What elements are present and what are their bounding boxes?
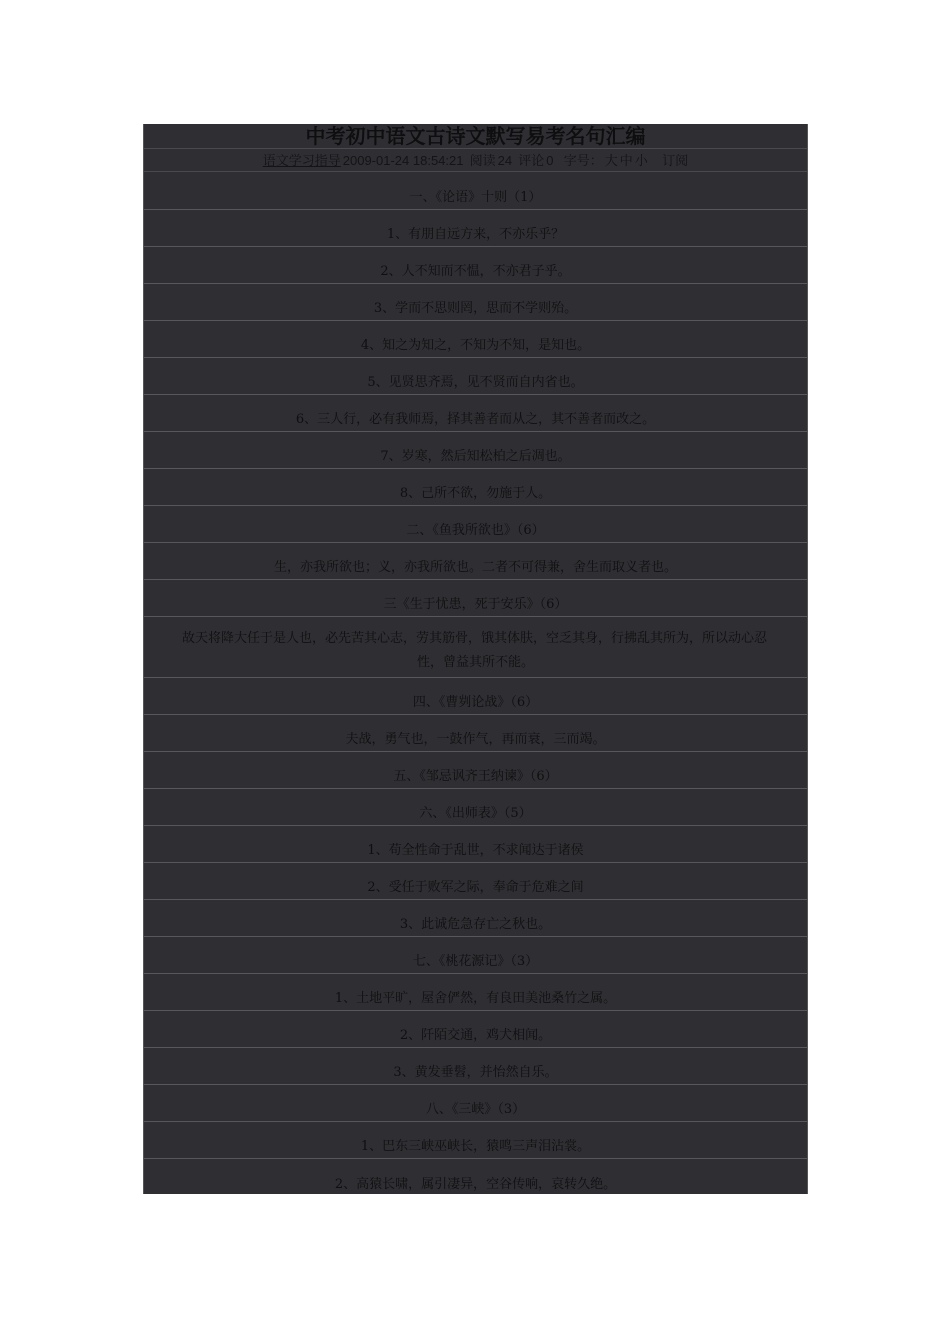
post-datetime: 2009-01-24 18:54:21	[342, 153, 464, 168]
text-line: 1、有朋自远方来，不亦乐乎？	[144, 210, 807, 247]
section-heading: 七、《桃花源记》（3）	[144, 937, 807, 974]
text-line: 生，亦我所欲也；义，亦我所欲也。二者不可得兼，舍生而取义者也。	[144, 543, 807, 580]
section-heading: 八、《三峡》（3）	[144, 1085, 807, 1122]
text-line: 8、己所不欲，勿施于人。	[144, 469, 807, 506]
text-line: 夫战，勇气也，一鼓作气，再而衰，三而竭。	[144, 715, 807, 752]
text-line: 1、巴东三峡巫峡长，猿鸣三声泪沾裳。	[144, 1122, 807, 1159]
section-heading: 四、《曹刿论战》（6）	[144, 678, 807, 715]
subscribe-link[interactable]: 订阅	[662, 154, 689, 169]
text-line: 1、土地平旷，屋舍俨然，有良田美池桑竹之属。	[144, 974, 807, 1011]
section-heading: 五、《邹忌讽齐王纳谏》（6）	[144, 752, 807, 789]
reads-count: 24	[497, 153, 513, 168]
article-panel	[143, 124, 808, 1194]
comments-link[interactable]: 评论	[518, 154, 545, 169]
section-heading: 六、《出师表》（5）	[144, 789, 807, 826]
text-line: 3、学而不思则罔，思而不学则殆。	[144, 284, 807, 321]
font-size-medium[interactable]: 中	[619, 154, 633, 169]
text-line: 3、黄发垂髫，并怡然自乐。	[144, 1048, 807, 1085]
text-line: 一、《论语》十则（1）	[144, 173, 807, 210]
paragraph-line-2: 性，曾益其所不能。	[416, 655, 534, 670]
text-line: 2、人不知而不愠，不亦君子乎。	[144, 247, 807, 284]
font-size-small[interactable]: 小	[634, 154, 648, 169]
text-line: 2、阡陌交通，鸡犬相闻。	[144, 1011, 807, 1048]
text-line: 2、高猿长啸，属引凄异，空谷传响，哀转久绝。	[334, 1177, 617, 1192]
paragraph-line-1: 故天将降大任于是人也，必先苦其心志，劳其筋骨，饿其体肤，空乏其身，行拂乱其所为，所以动心忍	[182, 631, 768, 646]
text-line: 6、三人行，必有我师焉，择其善者而从之，其不善者而改之。	[144, 395, 807, 432]
text-line: 7、岁寒，然后知松柏之后凋也。	[144, 432, 807, 469]
article-meta	[144, 148, 807, 172]
text-line: 1、苟全性命于乱世，不求闻达于诸侯	[144, 826, 807, 863]
font-size-label: 字号：	[563, 154, 603, 169]
reads-label: 阅读	[469, 154, 496, 169]
text-line: 4、知之为知之，不知为不知，是知也。	[144, 321, 807, 358]
author-link[interactable]: 语文学习指导	[262, 154, 341, 169]
text-line: 5、见贤思齐焉，见不贤而自内省也。	[144, 358, 807, 395]
section-heading: 二、《鱼我所欲也》（6）	[144, 506, 807, 543]
text-paragraph	[144, 617, 807, 678]
font-size-large[interactable]: 大	[604, 154, 618, 169]
text-line: 3、此诚危急存亡之秋也。	[144, 900, 807, 937]
text-line: 2、受任于败军之际，奉命于危难之间	[144, 863, 807, 900]
article-body	[144, 173, 807, 1196]
comments-count: 0	[546, 153, 554, 168]
section-heading: 三《生于忧患，死于安乐》（6）	[144, 580, 807, 617]
article-title: 中考初中语文古诗文默写易考名句汇编	[305, 124, 646, 148]
